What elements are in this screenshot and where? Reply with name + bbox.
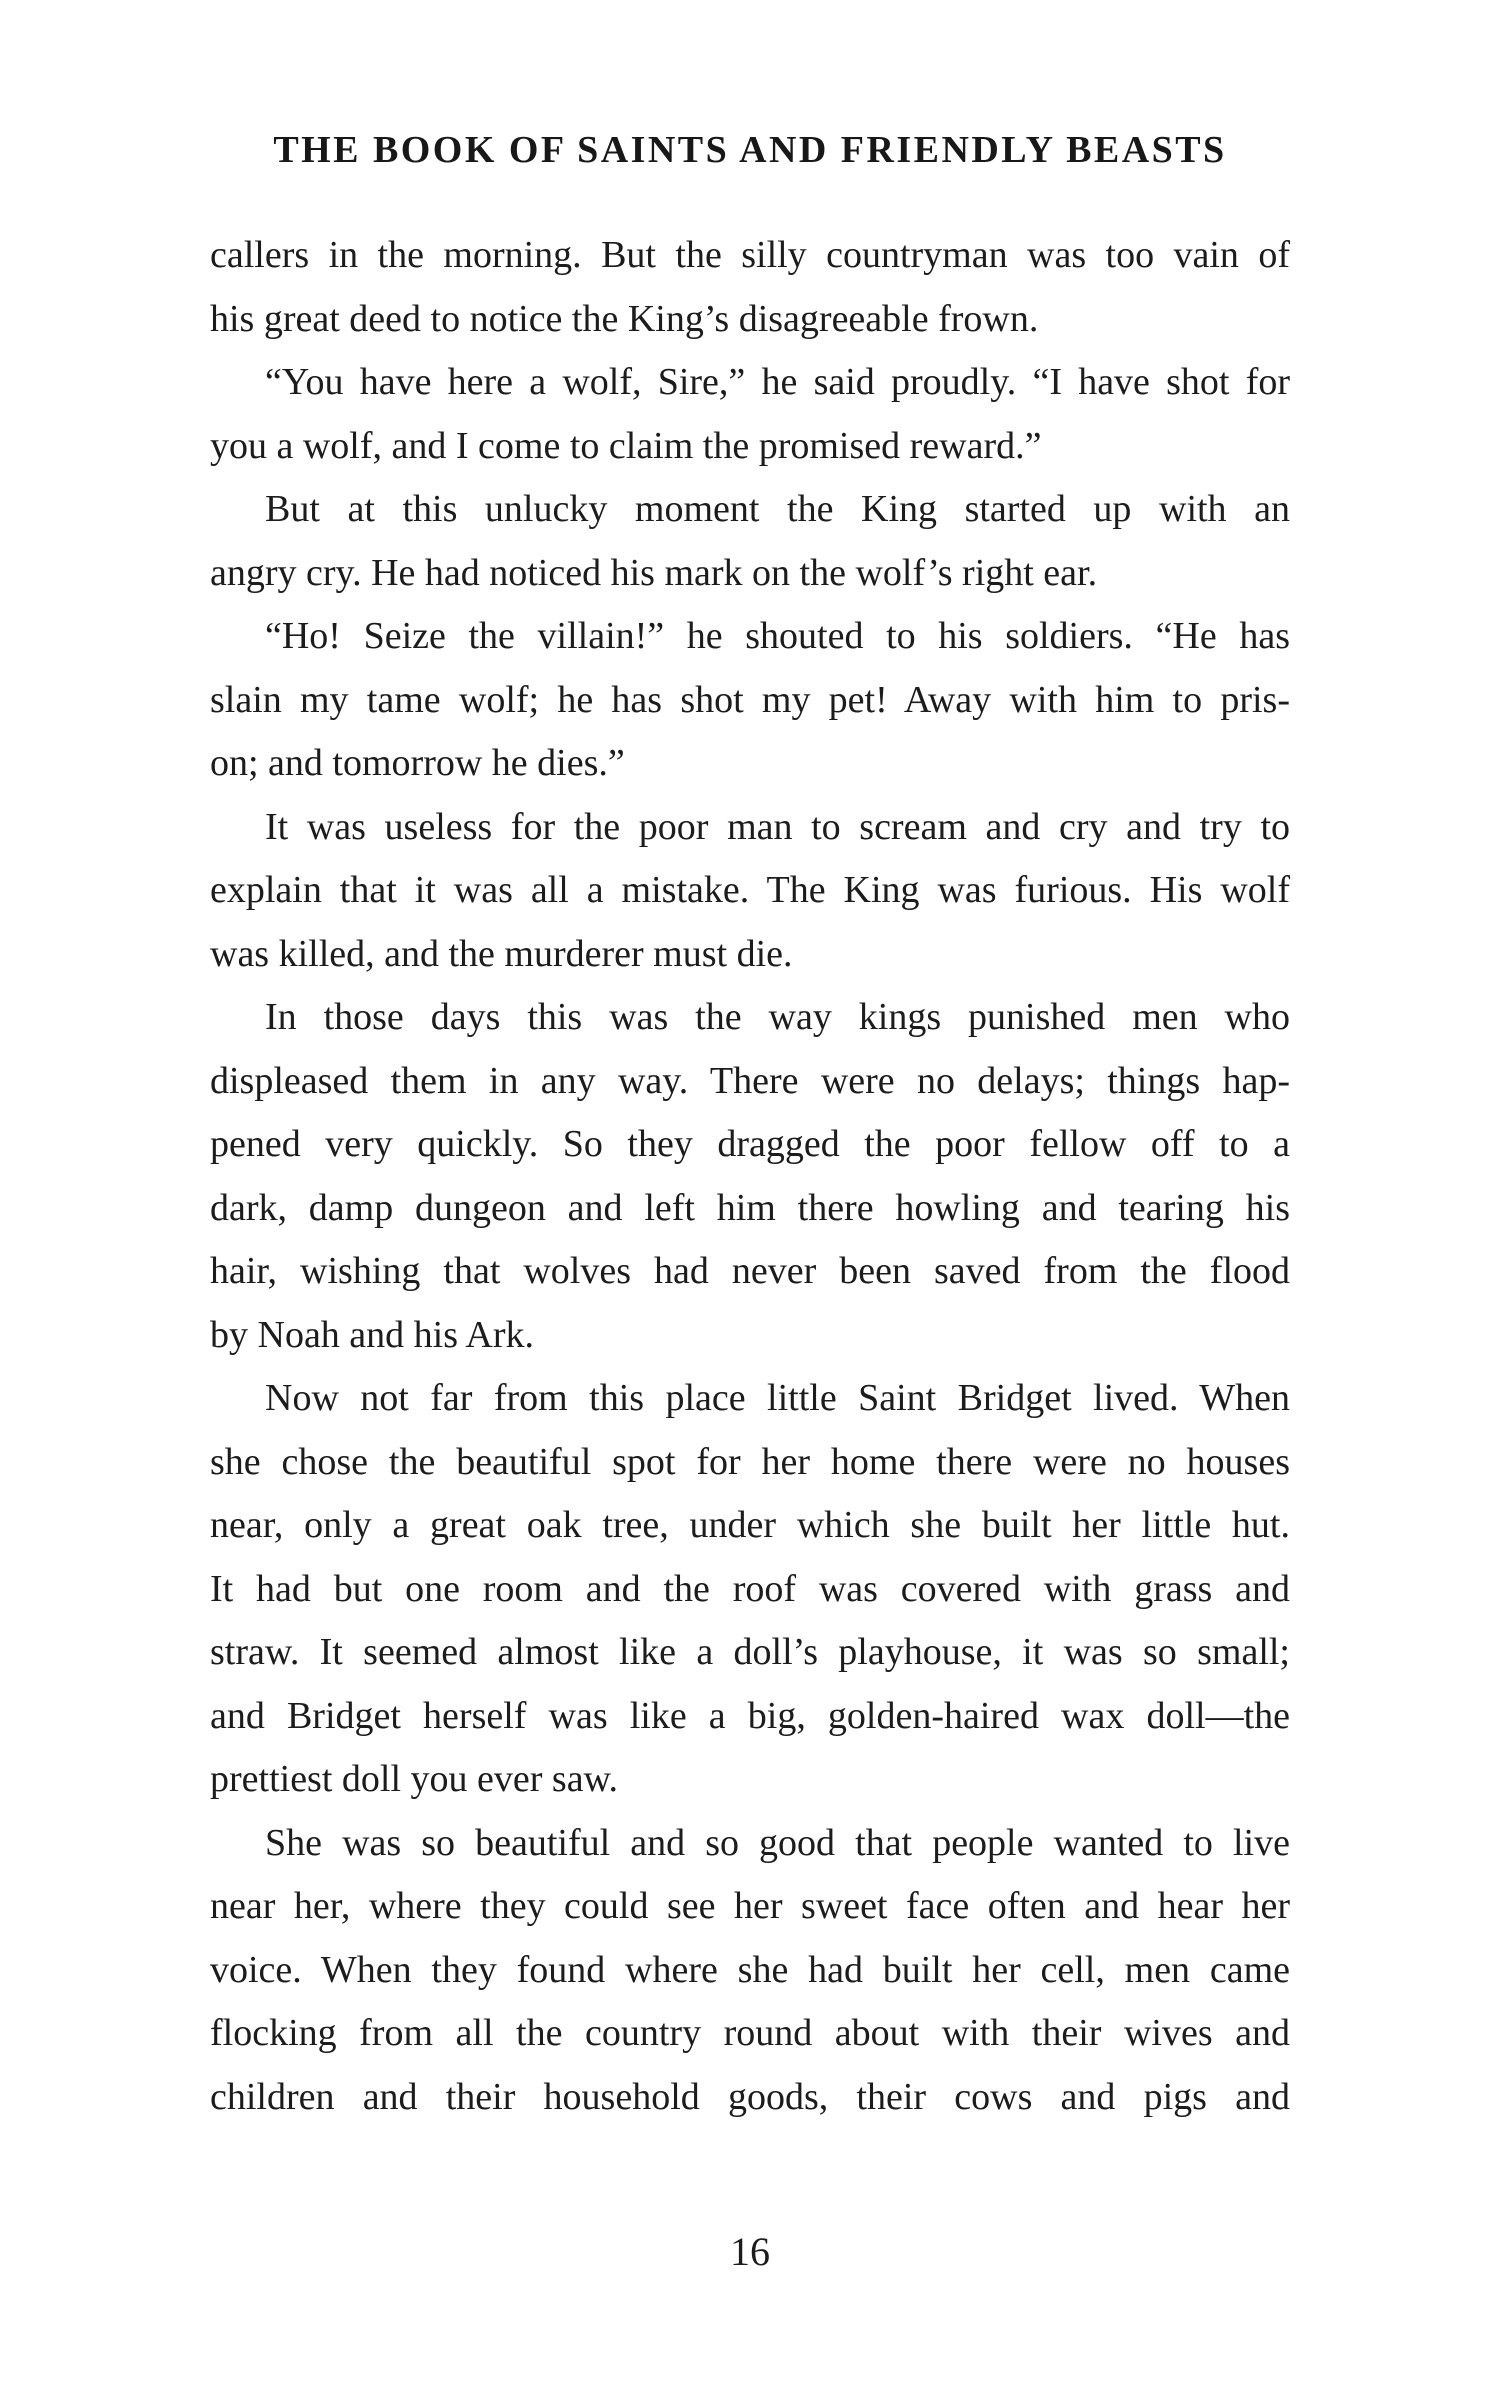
text-line: angry cry. He had noticed his mark on the wolf’s right ear. <box>210 551 1098 594</box>
text-line: voice. When they found where she had built her cell, men came <box>210 1948 1290 1991</box>
text-line: flocking from all the country round about with their wives and <box>210 2012 1290 2054</box>
text-line: displeased them in any way. There were no delays; things hap- <box>210 1059 1290 1102</box>
text-line: dark, damp dungeon and left him there howling and tearing his <box>210 1186 1290 1229</box>
text-line: It had but one room and the roof was covered with grass and <box>210 1567 1290 1610</box>
text-line: near, only a great oak tree, under which she built her little hut. <box>210 1504 1290 1546</box>
text-line: she chose the beautiful spot for her home there were no houses <box>210 1440 1290 1483</box>
text-line: But at this unlucky moment the King started up with an <box>265 488 1290 530</box>
text-line: “You have here a wolf, Sire,” he said proudly. “I have shot for <box>265 361 1290 403</box>
text-line: “Ho! Seize the villain!” he shouted to his soldiers. “He has <box>265 615 1290 657</box>
text-line: his great deed to notice the King’s disagreeable frown. <box>210 297 1039 340</box>
text-line: prettiest doll you ever saw. <box>210 1758 619 1800</box>
text-line: Now not far from this place little Saint Bridget lived. When <box>265 1377 1290 1419</box>
text-line: you a wolf, and I come to claim the promised reward.” <box>210 424 1042 467</box>
text-line: hair, wishing that wolves had never been saved from the flood <box>210 1250 1290 1292</box>
running-head-title: THE BOOK OF SAINTS AND FRIENDLY BEASTS <box>273 129 1227 171</box>
text-line: In those days this was the way kings punished men who <box>265 996 1290 1038</box>
text-line: pened very quickly. So they dragged the poor fellow off to a <box>210 1123 1290 1165</box>
text-line: It was useless for the poor man to scream and cry and try to <box>265 805 1290 848</box>
text-line: straw. It seemed almost like a doll’s playhouse, it was so small; <box>210 1631 1290 1673</box>
text-line: slain my tame wolf; he has shot my pet! Away with him to pris- <box>210 678 1290 721</box>
text-line: callers in the morning. But the silly countryman was too vain of <box>210 234 1290 276</box>
text-line: near her, where they could see her sweet face often and hear her <box>210 1885 1290 1927</box>
page-number: 16 <box>730 2229 770 2274</box>
text-line: children and their household goods, their cows and pigs and <box>210 2075 1290 2118</box>
text-line: explain that it was all a mistake. The King was furious. His wolf <box>210 869 1290 911</box>
text-line: was killed, and the murderer must die. <box>210 932 793 975</box>
text-line: by Noah and his Ark. <box>210 1313 535 1356</box>
text-line: and Bridget herself was like a big, golden-haired wax doll—the <box>210 1694 1290 1737</box>
text-line: on; and tomorrow he dies.” <box>210 742 625 784</box>
body-text <box>210 224 1290 2129</box>
text-line: She was so beautiful and so good that people wanted to live <box>265 1821 1290 1864</box>
